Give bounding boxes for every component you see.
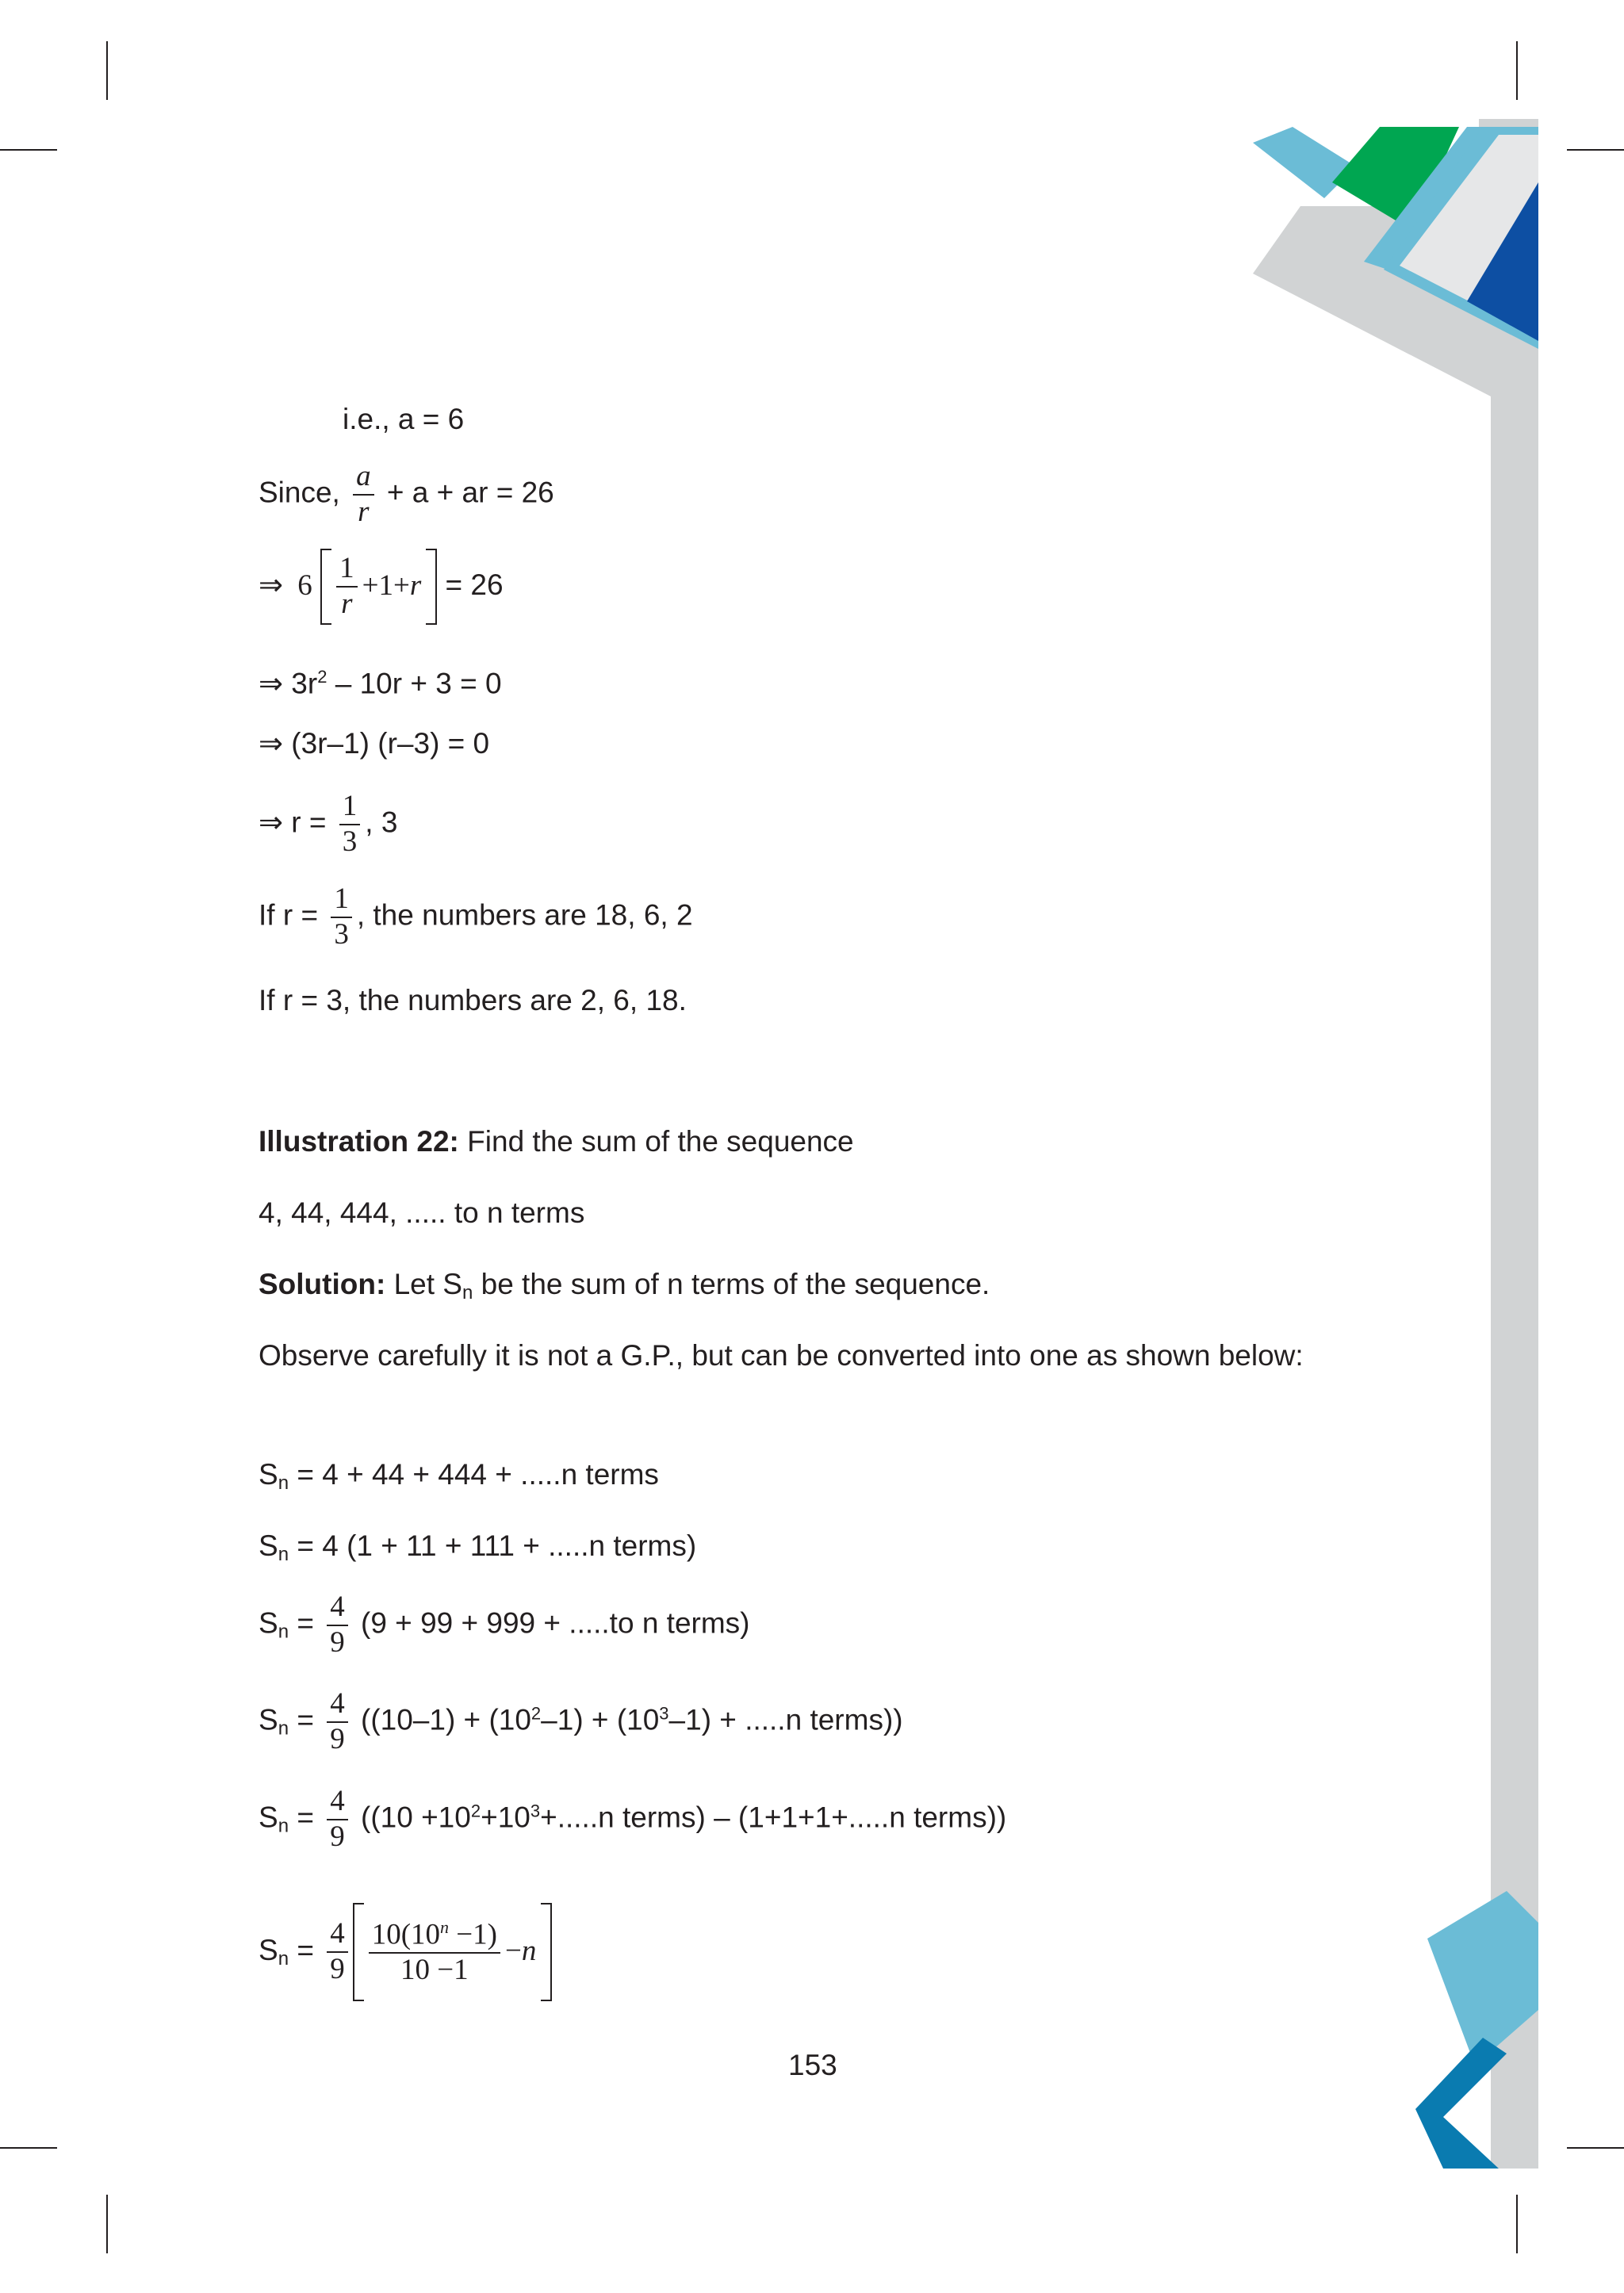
numerator: 1 [339,791,361,825]
sn-equation-4 [259,1689,903,1755]
illustration-text: Find the sum of the sequence [458,1125,854,1158]
solution-line [259,1267,990,1311]
since-prefix: Since, [259,476,340,509]
solution-text-a: Let S [385,1268,462,1300]
sn-symbol: S [259,1933,278,1966]
equals-sign: = [289,1933,314,1966]
implies-arrow: ⇒ [259,668,284,701]
line-if-r-one-third [259,884,693,951]
numerator-part: 10 [371,1918,401,1951]
superscript: 2 [470,1801,481,1821]
subscript: n [462,1282,473,1303]
if-r-prefix: If r = [259,898,319,932]
fraction-1-over-3 [331,884,352,951]
line-r-values [259,791,397,858]
denominator: 3 [334,917,349,951]
sn-symbol: S [259,1529,278,1562]
crop-mark [1516,2195,1518,2253]
factored-text: (3r–1) (r–3) = 0 [291,727,490,760]
superscript: 3 [659,1703,669,1724]
sn-symbol: S [259,1703,278,1736]
right-bracket [426,549,437,625]
sn-equation-1 [259,1457,659,1501]
numerator: 1 [336,553,358,588]
sn-equation-5 [259,1786,1006,1853]
denominator: 3 [342,825,358,858]
sn-equation-2 [259,1529,696,1572]
denominator: 9 [330,1820,345,1853]
sn-expression: ((10 +10 [361,1801,471,1834]
numerator: 4 [327,1689,348,1723]
crop-mark [0,2147,57,2149]
fraction-4-over-9 [327,1786,348,1853]
superscript: 2 [530,1703,542,1724]
denominator: r [341,588,353,620]
fraction-a-over-r [353,461,374,528]
line-quadratic [259,660,502,702]
illustration-label: Illustration 22: [259,1125,459,1158]
numerator-part: 10 [411,1918,441,1951]
fraction-1-over-3 [339,791,361,858]
denominator: r [358,495,370,528]
sn-expression: –1) + .....n terms)) [668,1703,903,1736]
observe-paragraph: Observe carefully it is not a G.P., but can be converted into one as shown below: [259,1339,1304,1372]
subscript: n [278,1947,289,1970]
implies-arrow: ⇒ [259,806,284,840]
fraction-1-over-r [336,553,358,620]
numerator: 4 [327,1786,348,1820]
subscript: n [278,1544,289,1565]
fraction-4-over-9 [327,1689,348,1755]
implies-arrow: ⇒ [259,728,284,760]
numerator: 4 [327,1592,348,1626]
sn-expression: +10 [481,1801,530,1834]
fraction-geometric-sum [369,1918,500,1986]
sn-equation-6 [259,1903,552,2001]
inner-r: r [409,568,422,602]
superscript: 3 [530,1801,541,1821]
sn-expression: –1) + (10 [541,1703,660,1736]
crop-mark [106,2195,108,2253]
sn-expression: +.....n terms) – (1+1+1+.....n terms)) [540,1801,1007,1834]
sn-symbol: S [259,1458,278,1491]
crop-mark [0,149,57,151]
sn-equation-3 [259,1592,750,1659]
left-bracket [353,1903,364,2001]
coefficient: 6 [297,568,312,602]
denominator: 9 [330,1625,345,1659]
subscript: n [278,1472,289,1494]
equals-sign: = [289,1606,314,1640]
numerator: $10(10^n -1)$ [369,1918,500,1954]
denominator: 9 [330,1722,345,1755]
r-values-rest: , 3 [365,806,398,839]
numerator: 4 [327,1919,348,1953]
fraction-4-over-9 [327,1919,348,1985]
r-equals: r = [291,806,327,839]
crop-mark [1567,149,1624,151]
solution-text-b: be the sum of n terms of the sequence. [473,1268,990,1300]
left-bracket [320,549,331,625]
numerator: 1 [331,884,352,918]
illustration-heading [259,1124,854,1159]
line-a-equals-6: i.e., a = 6 [343,403,465,435]
sequence-line: 4, 44, 444, ..... to n terms [259,1196,585,1229]
subscript: n [278,1815,289,1837]
superscript: 2 [317,667,327,687]
minus-sign: − [505,1934,522,1967]
equals-sign: = [289,1703,314,1736]
inner-terms: +1+ [362,568,410,602]
since-rest: + a + ar = 26 [386,476,554,509]
subscript: n [278,1717,289,1740]
decorative-corner-graphic [1237,119,1546,2172]
solution-label: Solution: [259,1268,386,1300]
sn-expression: = 4 (1 + 11 + 111 + .....n terms) [289,1529,697,1562]
numerator: a [353,461,374,496]
implies-arrow: ⇒ [259,568,284,602]
if-r-rest: , the numbers are 18, 6, 2 [356,898,693,932]
line-if-r-3: If r = 3, the numbers are 2, 6, 18. [259,984,687,1016]
quadratic-b: – 10r + 3 = 0 [327,667,502,700]
sn-expression: = 4 + 44 + 444 + .....n terms [289,1458,659,1491]
n-term: n [521,1934,537,1967]
sn-symbol: S [259,1801,278,1834]
line-factored [259,726,489,762]
equals-26: = 26 [445,568,504,601]
line-bracket-equation [259,549,504,625]
superscript: n [440,1917,450,1937]
denominator: 9 [330,1953,345,1985]
page-number: 153 [788,2049,837,2081]
sn-expression: (9 + 99 + 999 + .....to n terms) [361,1606,750,1640]
sn-expression: ((10–1) + (10 [361,1703,531,1736]
equals-sign: = [289,1801,314,1834]
subscript: n [278,1621,289,1643]
denominator: 10 −1 [400,1954,469,1987]
crop-mark [106,41,108,100]
quadratic-a: 3r [291,667,318,700]
crop-mark [1516,41,1518,100]
crop-mark [1567,2147,1624,2149]
numerator-part: −1 [449,1918,488,1951]
line-since [259,461,554,528]
sn-symbol: S [259,1606,278,1640]
fraction-4-over-9 [327,1592,348,1659]
right-bracket [541,1903,552,2001]
